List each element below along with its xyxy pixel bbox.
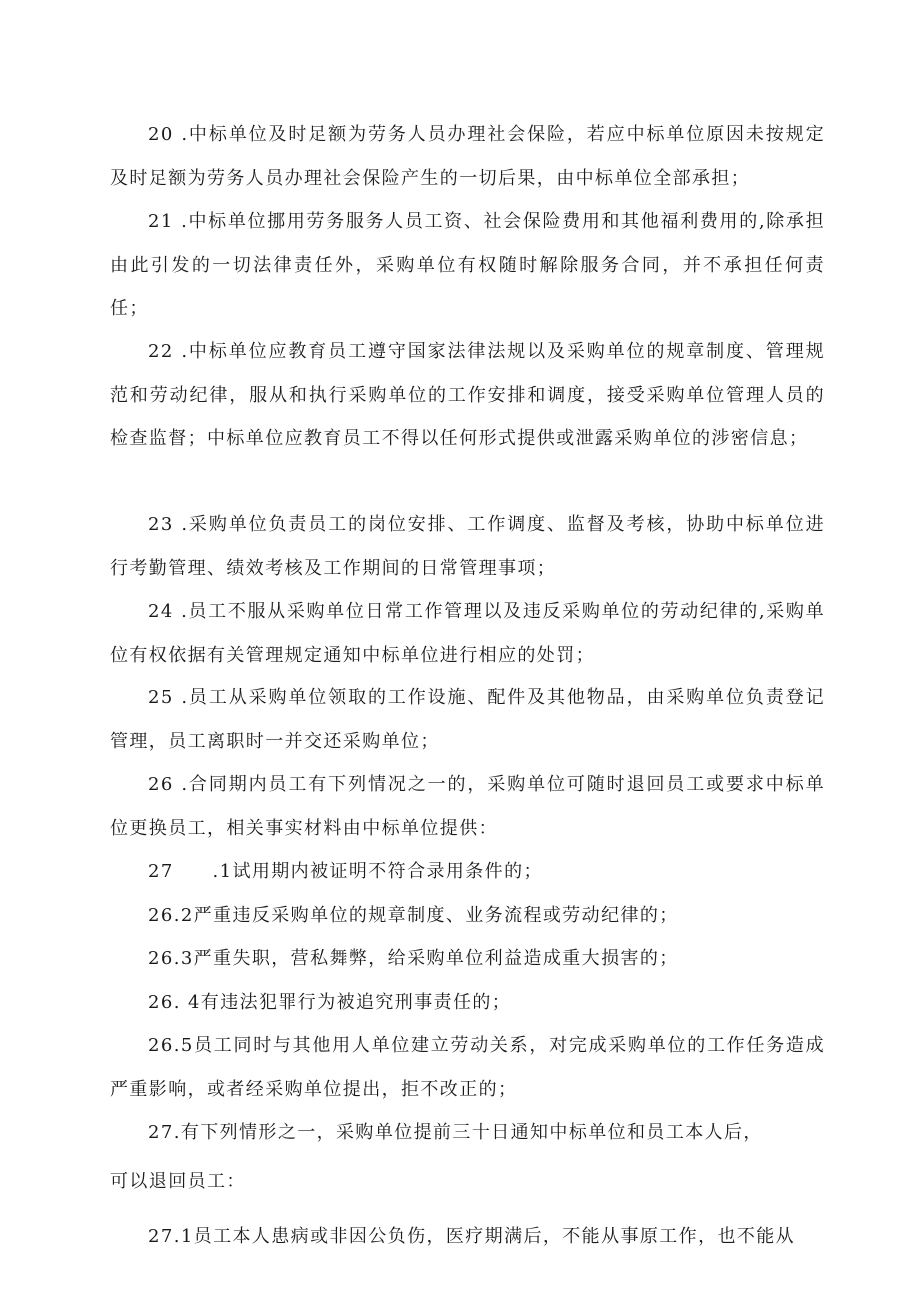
- clause-24: 24 .员工不服从采购单位日常工作管理以及违反采购单位的劳动纪律的,采购单位有权依据有关管理规定通知中标单位进行相应的处罚；: [110, 601, 825, 666]
- clause-27: 27.有下列情形之一，采购单位提前三十日通知中标单位和员工本人后，: [148, 1122, 763, 1143]
- clause-26-2: 26.2严重违反采购单位的规章制度、业务流程或劳动纪律的；: [148, 905, 679, 926]
- clause-20: 20 .中标单位及时足额为劳务人员办理社会保险，若应中标单位原因未按规定及时足额为劳务人员办理社会保险产生的一切后果，由中标单位全部承担；: [110, 124, 825, 189]
- clause-23: 23 .采购单位负责员工的岗位安排、工作调度、监督及考核，协助中标单位进行考勤管理、绩效考核及工作期间的日常管理事项；: [110, 514, 825, 579]
- clause-26-3: 26.3严重失职，营私舞弊，给采购单位利益造成重大损害的；: [148, 948, 679, 969]
- clause-27-continuation: 可以退回员工：: [110, 1171, 246, 1192]
- clause-21: 21 .中标单位挪用劳务服务人员工资、社会保险费用和其他福利费用的,除承担由此引发的一切法律责任外，采购单位有权随时解除服务合同，并不承担任何责任；: [110, 211, 825, 319]
- clause-26-4: 26. 4有违法犯罪行为被追究刑事责任的；: [148, 992, 512, 1013]
- clause-27-1: 27.1员工本人患病或非因公负伤，医疗期满后，不能从事原工作，也不能从: [148, 1226, 796, 1247]
- clause-25: 25 .员工从采购单位领取的工作设施、配件及其他物品，由采购单位负责登记管理，员工离职时一并交还采购单位；: [110, 687, 825, 752]
- clause-22: 22 .中标单位应教育员工遵守国家法律法规以及采购单位的规章制度、管理规范和劳动纪律，服从和执行采购单位的工作安排和调度，接受采购单位管理人员的检查监督；中标单位应教育员工不得以任何形式提供或泄露采购单位的涉密信息；: [110, 341, 825, 449]
- clause-26: 26 .合同期内员工有下列情况之一的，采购单位可随时退回员工或要求中标单位更换员工，相关事实材料由中标单位提供：: [110, 774, 825, 839]
- clause-26-1: 27 .1试用期内被证明不符合录用条件的；: [148, 861, 543, 882]
- clause-26-5: 26.5员工同时与其他用人单位建立劳动关系，对完成采购单位的工作任务造成严重影响，或者经采购单位提出，拒不改正的；: [110, 1035, 825, 1100]
